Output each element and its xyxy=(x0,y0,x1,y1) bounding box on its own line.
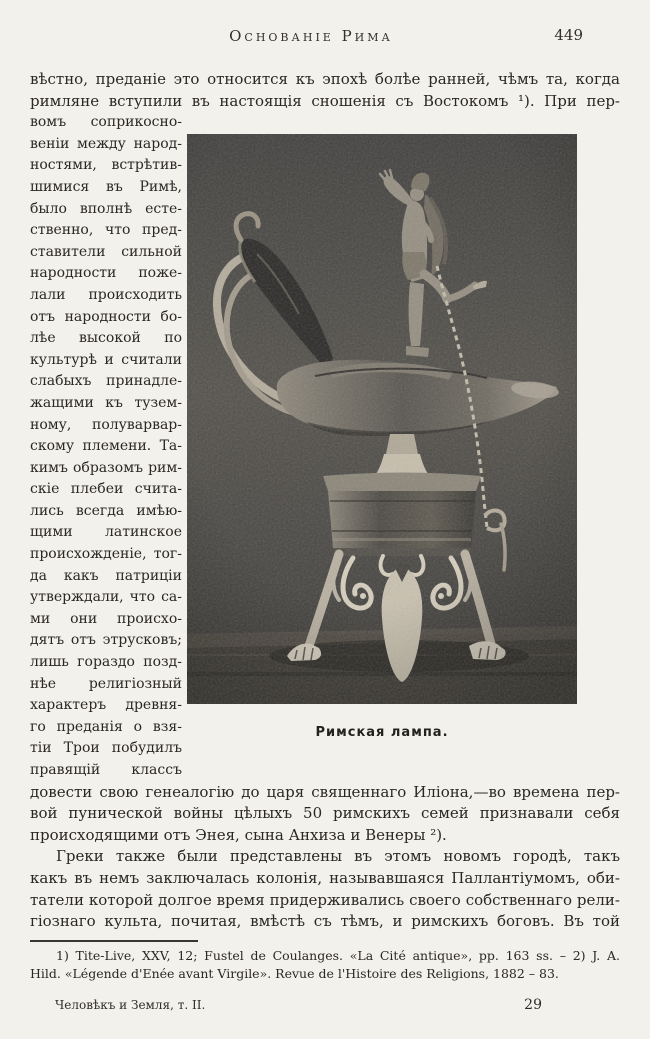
text-line: слабыхъ принадле- xyxy=(30,373,182,390)
text-line: лѣе высокой по xyxy=(30,330,182,347)
text-line: Греки также были представлены въ этомъ новомъ городѣ, такъ xyxy=(56,847,620,866)
figure-caption: Римская лампа. xyxy=(315,725,449,741)
text-line: да какъ патриціи xyxy=(30,567,182,584)
text-line: нѣе религіозный xyxy=(30,675,182,692)
roman-lamp-illustration xyxy=(187,134,577,704)
text-line: ностями, встрѣтив- xyxy=(30,157,182,174)
text-line: го преданія о взя- xyxy=(30,718,182,735)
paragraph-genealogy xyxy=(30,782,620,847)
text-line: ственно, что пред- xyxy=(30,222,182,239)
text-line: гіознаго культа, почитая, вмѣстѣ съ тѣмъ, и римскихъ боговъ. Въ той xyxy=(30,912,620,931)
text-line: правящій классъ xyxy=(30,762,182,778)
paragraph-greeks xyxy=(30,846,620,932)
signature-number: 29 xyxy=(524,996,542,1013)
text-line: кимъ образомъ рим- xyxy=(30,459,182,476)
text-line: вомъ соприкосно- xyxy=(30,114,182,131)
volume-note: Человѣкъ и Земля, т. II. xyxy=(55,997,206,1012)
text-line: утверждали, что са- xyxy=(30,589,182,606)
left-text-column xyxy=(30,112,182,781)
running-title: Основаніе Рима xyxy=(229,27,393,45)
figure-roman-lamp xyxy=(187,134,577,744)
text-line: народности поже- xyxy=(30,265,182,282)
photo-grain xyxy=(187,134,577,704)
roman-lamp-photo xyxy=(187,134,577,704)
text-line: Hild. «Légende d'Enée avant Virgile». Revue de l'Histoire des Religions, 1882 – 83. xyxy=(30,966,559,982)
text-line: ному, полуварвар- xyxy=(30,416,182,433)
text-line: происхожденіе, тог- xyxy=(30,546,182,563)
text-line: вѣстно, преданіе это относится къ эпохѣ болѣе ранней, чѣмъ та, когда xyxy=(30,70,620,88)
text-line: шимися въ Римѣ, xyxy=(30,178,182,195)
text-line: какъ въ немъ заключалась колонія, называвшаяся Паллантіумомъ, оби- xyxy=(30,868,620,887)
text-line: жащими къ тузем- xyxy=(30,394,182,411)
text-line: культурѣ и считали xyxy=(30,351,182,368)
text-line: ставители сильной xyxy=(30,243,182,260)
text-line: скому племени. Та- xyxy=(30,438,182,455)
text-line: римляне вступили въ настоящія сношенія съ Востокомъ ¹). При пер- xyxy=(30,91,620,110)
text-line: происходящими отъ Энея, сына Анхиза и Венеры ²). xyxy=(30,825,447,844)
column-and-figure-row xyxy=(30,112,620,781)
page-number: 449 xyxy=(554,26,583,44)
text-line: дятъ отъ этрусковъ; xyxy=(30,632,182,649)
text-line: татели которой долгое время придерживались своего собственнаго рели- xyxy=(30,890,620,909)
text-line: ми они происхо- xyxy=(30,610,182,627)
page-footer xyxy=(30,995,620,1017)
text-line: лись всегда имѣю- xyxy=(30,502,182,519)
text-line: отъ народности бо- xyxy=(30,308,182,325)
text-line: щими латинское xyxy=(30,524,182,541)
text-line: вой пунической войны цѣлыхъ 50 римскихъ семей признавали себя xyxy=(30,804,620,823)
text-line: лишь гораздо позд- xyxy=(30,654,182,671)
body-text xyxy=(30,69,620,1016)
text-line: 1) Tite-Live, XXV, 12; Fustel de Coulanges. «La Cité antique», pp. 163 ss. – 2) J. A. xyxy=(56,947,620,963)
text-line: было вполнѣ есте- xyxy=(30,200,182,217)
text-line: довести свою генеалогію до царя священнаго Иліона,—во времена пер- xyxy=(30,782,620,801)
paragraph-intro xyxy=(30,69,620,112)
footnote-separator xyxy=(30,940,198,942)
footnote xyxy=(30,947,620,984)
text-line: тіи Трои побудилъ xyxy=(30,740,182,757)
text-line: лали происходить xyxy=(30,286,182,303)
text-line: веніи между народ- xyxy=(30,135,182,152)
page-header xyxy=(0,0,650,45)
text-line: скіе плебеи счита- xyxy=(30,481,182,498)
text-line: характеръ древня- xyxy=(30,697,182,714)
